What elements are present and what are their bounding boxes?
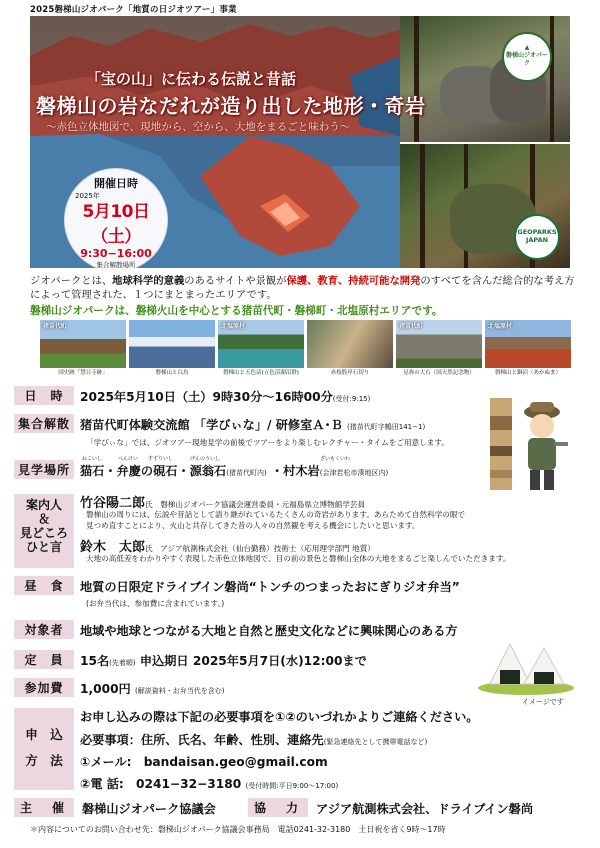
apply-items-row <box>80 731 427 748</box>
apply-items-note: (緊急連絡先として携帯電話など) <box>323 738 428 746</box>
mountain-icon: ▲ <box>524 44 530 51</box>
capacity-note: (先着順) <box>109 659 136 667</box>
meeting-note: 「学びぃな」では、ジオツアー現地見学の前後でツアーをより楽しむレクチャー・タイムをご用意します。 <box>86 438 449 447</box>
thumbnail-caption: 国史跡「慧日寺跡」 <box>58 370 108 376</box>
onigiri-illustration <box>476 634 576 696</box>
thumbnail-strip <box>40 320 570 378</box>
geologist-illustration <box>488 396 574 496</box>
intro-area-line: 磐梯山ジオパークは、磐梯火山を中心とする猪苗代町・磐梯町・北塩原村エリアです。 <box>30 305 443 317</box>
bandaisan-geopark-badge <box>502 32 552 82</box>
spots-text-1: 猫石・弁慶の硯石・源翁石 <box>80 464 227 478</box>
guide-label-line1: 案内人 <box>25 498 62 512</box>
thumbnail-tag: 北塩原村 <box>221 323 246 330</box>
fee-label: 参加費 <box>14 678 74 697</box>
date-circle <box>64 168 168 268</box>
apply-label <box>14 708 74 790</box>
ruby-gennoishi: げんのういし <box>190 456 221 462</box>
apply-label-line1: 申 込 <box>25 727 63 742</box>
meeting-label: 集合解散 <box>14 414 74 433</box>
spots-text-2: ・村木岩 <box>270 464 320 478</box>
intro-part-a: ジオパークとは、 <box>30 275 113 287</box>
date-row-value <box>80 388 370 405</box>
thumbnail-tag: 北塩原村 <box>488 323 513 330</box>
capacity-label: 定 員 <box>14 650 74 669</box>
meeting-address: (猪苗代町字鶴田141−1) <box>347 423 426 431</box>
thumbnail-caption: 磐梯山と銅沼（あかぬま） <box>494 370 561 376</box>
intro-part-d: 保護、教育、持続可能な開発 <box>286 275 421 287</box>
thumbnail-photo <box>307 320 393 368</box>
guide1-desc-line1: 磐梯山の周りには、伝説や昔話として語り継がれているたくさんの奇岩があります。あらためて自然科学の眼で <box>86 510 466 519</box>
guide-label-line4: ひと言 <box>25 540 62 554</box>
date-value: 5月10日（土） <box>82 202 150 247</box>
apply-lead: お申し込みの際は下記の必要事項を①②のいづれかよりご連絡ください。 <box>80 710 479 724</box>
footer-contact: ＊内容についてのお問い合わせ先：磐梯山ジオパーク協議会事務局 電話0241-32-3180 土日祝を省く9時～17時 <box>30 825 446 834</box>
date-time: 9:30−16:00 <box>80 247 152 260</box>
ruby-suzuriishi: すずりいし <box>148 456 174 462</box>
intro-part-e: のすべてを含んだ総合的な考え方によって管理された、１つにまとまったエリアです。 <box>30 275 575 301</box>
target-label: 対象者 <box>14 620 74 639</box>
hero-subtitle: ～赤色立体地図で、現地から、空から、大地をまるごと味わう～ <box>46 121 351 133</box>
guide1-desc-line2: 見つめ直すことにより、火山と共存してきた昔の人々の自然観を考える機会にしたいと思います。 <box>86 521 420 530</box>
badge1-text: 磐梯山ジオパーク <box>506 52 548 67</box>
apply-email: ①メール: bandaisan.geo@gmail.com <box>80 755 328 769</box>
geoparks-japan-badge <box>514 214 560 260</box>
spots-label: 見学場所 <box>14 460 74 479</box>
lunch-value: 地質の日限定ドライブイン磐尚“トンチのつまったおにぎりジオ弁当” <box>80 580 460 594</box>
meeting-venue: 猪苗代町体験交流館 「学びぃな」/ 研修室Ａ･Ｂ <box>80 418 343 432</box>
support-value: アジア航測株式会社、ドライブイン磐尚 <box>316 802 534 816</box>
lunch-label: 昼 食 <box>14 576 74 595</box>
spots-area-2: (会津若松市湊地区内) <box>319 469 389 477</box>
thumbnail-photo <box>218 320 304 368</box>
guide2-name: 鈴木 太郎 <box>80 540 146 555</box>
hero-banner <box>30 16 570 268</box>
apply-label-line2: 方 法 <box>25 753 63 768</box>
guide2-title: 氏 アジア航測株式会社（仙台勤務）技術士（応用理学部門 地質） <box>145 544 375 553</box>
lunch-note: (お弁当代は、参加費に含まれています。) <box>86 599 225 608</box>
thumbnail-caption: 磐梯山と五色沼(五色沼湖沼群) <box>223 370 299 376</box>
target-value: 地域や地球とつながる大地と自然と歴史文化などに興味関心のある方 <box>80 624 458 638</box>
apply-phone-row <box>80 775 338 792</box>
organizer-label: 主 催 <box>14 798 74 817</box>
thumbnail-photo <box>485 320 571 368</box>
organizer-value: 磐梯山ジオパーク協議会 <box>82 802 216 816</box>
date-label: 日 時 <box>14 386 74 405</box>
image-caption: イメージです <box>522 698 564 706</box>
fee-note: (解説資料・お弁当代を含む) <box>135 687 225 695</box>
meeting-row-value <box>80 416 425 433</box>
guide-label <box>14 494 74 568</box>
spots-row-value <box>80 462 388 479</box>
header-project-line: 2025磐梯山ジオパーク「地質の日ジオツアー」事業 <box>30 5 237 15</box>
thumbnail-photo <box>40 320 126 368</box>
thumbnail-tag: 猪苗代町 <box>43 323 68 330</box>
thumbnail-photo <box>396 320 482 368</box>
thumbnail-tag: 猪苗代町 <box>399 323 424 330</box>
date-heading: 開催日時 <box>94 177 138 190</box>
thumbnail-caption: 見祢の大石（国天然記念物） <box>403 370 475 376</box>
intro-text <box>30 274 575 302</box>
rock-photo-1 <box>400 16 570 142</box>
guide1-name: 竹谷陽二郎 <box>80 496 146 511</box>
date-year: 2025年 <box>75 192 100 200</box>
ruby-nekoishi: ねこいし <box>82 456 103 462</box>
spots-area-1: (猪苗代町内) <box>226 469 267 477</box>
thumbnail-photo <box>129 320 215 368</box>
thumbnail-caption: 磐梯山と白鳥 <box>155 370 189 376</box>
intro-part-b: 地球科学的意義 <box>112 275 185 287</box>
date-text: 2025年5月10日（土）9時30分～16時00分 <box>80 390 333 404</box>
guide-label-line3: 見どころ <box>19 526 68 540</box>
reception-time: (受付:9:15) <box>332 395 371 403</box>
support-label: 協 力 <box>248 798 308 817</box>
hero-title-line2: 磐梯山の岩なだれが造り出した地形・奇岩 <box>36 94 426 118</box>
fee-row <box>80 680 224 697</box>
fee-value: 1,000円 <box>80 682 131 696</box>
deadline-value: 申込期日 2025年5月7日(水)12:00まで <box>139 654 367 668</box>
thumbnail-caption: 赤枝股岸石切り <box>330 370 370 376</box>
apply-items: 必要事項：住所、氏名、年齢、性別、連絡先 <box>80 733 324 747</box>
apply-phone: ②電 話: 0241−32−3180 <box>80 777 242 791</box>
intro-part-c: のあるサイトや景観が <box>184 275 287 287</box>
ruby-benkei: べんけい <box>118 456 139 462</box>
ruby-zaimokuiwa: ざいもくいわ <box>320 456 351 462</box>
guide-label-line2: ＆ <box>37 512 50 526</box>
guide2-desc: 大地の高低差をわかりやすく表現した赤色立体地図で、目の前の景色と磐梯山全体の大地をまるごと楽しんでいただきます。 <box>86 554 511 563</box>
apply-phone-hours: (受付時間:平日9:00～17:00) <box>245 782 339 790</box>
meeting-place-label: 集合解散場所 <box>96 261 136 268</box>
hero-title-line1: 「宝の山」に伝わる伝説と昔話 <box>86 70 297 88</box>
capacity-value: 15名 <box>80 654 110 668</box>
badge2-text: GEOPARKS JAPAN <box>517 228 557 244</box>
guide1-title: 氏 磐梯山ジオパーク協議会運営委員・元福島県立博物館学芸員 <box>145 500 366 509</box>
capacity-row <box>80 652 367 669</box>
